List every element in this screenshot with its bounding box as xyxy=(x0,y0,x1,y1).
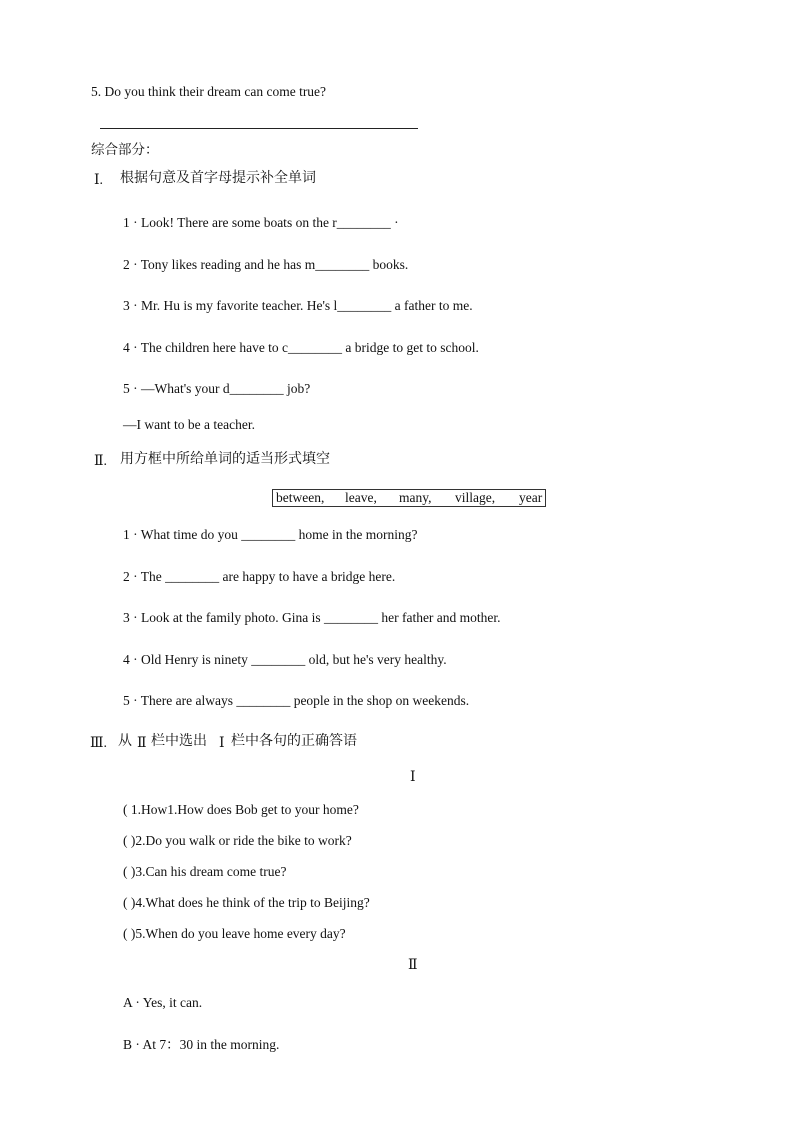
word-box-word: many, xyxy=(399,490,432,505)
part1-item-1: 1 · Look! There are some boats on the r________ · xyxy=(123,215,399,230)
part1-item-3: 3 · Mr. Hu is my favorite teacher. He's l________ a father to me. xyxy=(123,298,473,313)
part2-item-5: 5 · There are always ________ people in the shop on weekends. xyxy=(123,693,470,708)
part3-title-d: Ⅰ xyxy=(219,736,225,751)
column-2-label: Ⅱ xyxy=(408,958,418,973)
part1-item-2: 2 · Tony likes reading and he has m________ books. xyxy=(123,257,409,272)
part1-item-5-answer: —I want to be a teacher. xyxy=(123,417,255,432)
part2-item-1: 1 · What time do you ________ home in the morning? xyxy=(123,527,418,542)
part1-item-5: 5 · —What's your d________ job? xyxy=(123,381,311,396)
word-box xyxy=(272,489,546,507)
section-label: 综合部分： xyxy=(91,142,159,158)
part3-number: Ⅲ. xyxy=(90,736,108,751)
part3-title-a: 从 xyxy=(118,733,132,749)
part2-item-3: 3 · Look at the family photo. Gina is ________ her father and mother. xyxy=(123,610,501,625)
part2-number: Ⅱ. xyxy=(94,454,108,469)
part2-item-4: 4 · Old Henry is ninety ________ old, but he's very healthy. xyxy=(123,652,447,667)
match-item-1: ( 1.How1.How does Bob get to your home? xyxy=(123,802,359,817)
part2-title: 用方框中所给单词的适当形式填空 xyxy=(120,451,330,467)
part1-title: 根据句意及首字母提示补全单词 xyxy=(120,170,316,186)
part3-title-c: 栏中选出 xyxy=(151,733,207,749)
word-box-word: village, xyxy=(455,490,496,505)
column-1-label: Ⅰ xyxy=(410,770,416,785)
answer-line xyxy=(100,128,418,129)
part2-item-2: 2 · The ________ are happy to have a bridge here. xyxy=(123,569,396,584)
part3-title-e: 栏中各句的正确答语 xyxy=(231,733,357,749)
part1-item-4: 4 · The children here have to c________ a bridge to get to school. xyxy=(123,340,479,355)
answer-option-a: A · Yes, it can. xyxy=(123,995,203,1010)
word-box-word: between, xyxy=(276,490,325,505)
word-box-word: year xyxy=(519,490,543,505)
match-item-4: ( )4.What does he think of the trip to Beijing? xyxy=(123,895,370,910)
part3-title-b: Ⅱ xyxy=(137,736,147,751)
match-item-3: ( )3.Can his dream come true? xyxy=(123,864,287,879)
question-5: 5. Do you think their dream can come true? xyxy=(91,84,327,99)
answer-option-b: B · At 7：30 in the morning. xyxy=(123,1037,280,1052)
part1-number: Ⅰ. xyxy=(94,173,104,188)
word-box-word: leave, xyxy=(345,490,377,505)
match-item-2: ( )2.Do you walk or ride the bike to work? xyxy=(123,833,352,848)
match-item-5: ( )5.When do you leave home every day? xyxy=(123,926,346,941)
